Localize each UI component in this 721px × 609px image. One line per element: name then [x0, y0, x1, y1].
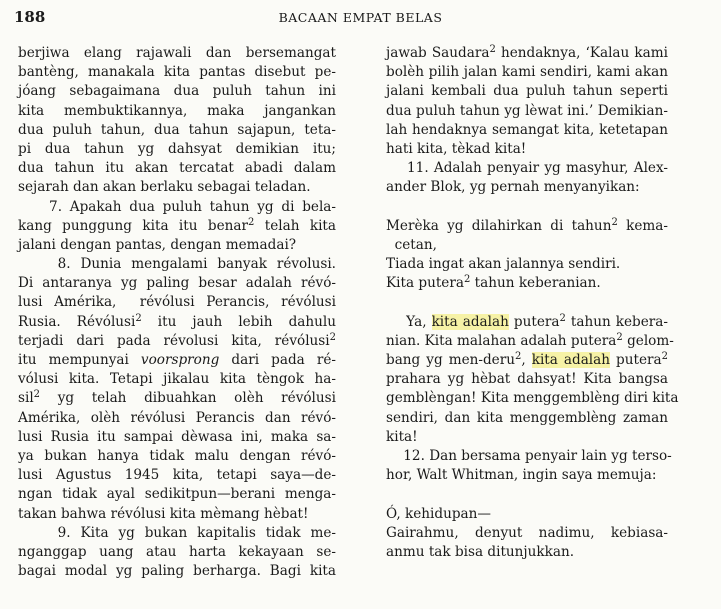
reduplication-mark: 2	[329, 331, 336, 343]
text-segment: jalani dengan pantas, dengan memadai?	[18, 236, 297, 253]
italic-term: voorsprong	[140, 352, 220, 368]
reduplication-mark: 2	[33, 389, 41, 401]
text-segment: hendaknya, ‘Kalau kami	[495, 45, 668, 61]
text-line	[386, 351, 668, 370]
text-segment: jalani kembali dua puluh tahun seperti	[386, 83, 668, 100]
text-segment: itu mempunyai	[18, 352, 141, 368]
text-segment: dua puluh tahun, dua tahun sajapun, teta-	[18, 121, 336, 138]
text-line	[386, 313, 668, 332]
text-segment: sejarah dan akan berlaku sebagai teladan.	[18, 179, 311, 196]
text-line	[18, 274, 336, 293]
text-segment: nian. Kita malahan adalah putera	[386, 332, 617, 349]
text-segment: Tiada ingat akan jalannya sendiri.	[386, 256, 621, 273]
text-line	[18, 485, 336, 504]
text-line	[386, 140, 668, 159]
paragraph-gap	[386, 198, 668, 217]
text-segment: dari pada ré-	[219, 352, 336, 368]
text-line	[18, 409, 336, 428]
text-segment: putera	[610, 352, 662, 368]
highlighted-text: kita adalah	[431, 313, 509, 330]
text-line	[18, 428, 336, 447]
text-line	[386, 447, 672, 466]
text-line	[386, 63, 668, 82]
text-segment: tahun keberanian.	[470, 275, 601, 292]
text-segment: kita membuktikannya, maka jangankan	[18, 102, 336, 119]
text-line	[18, 236, 336, 255]
text-segment: takan bahwa révólusi kita mèmang hèbat!	[18, 505, 309, 522]
paragraph-gap	[386, 485, 668, 504]
text-line	[386, 428, 668, 447]
text-segment: cetan,	[386, 236, 437, 253]
text-line	[18, 293, 336, 312]
reduplication-mark: 2	[489, 44, 496, 55]
text-line	[386, 505, 668, 524]
text-line	[386, 524, 668, 543]
text-line	[18, 370, 336, 389]
text-line	[386, 255, 668, 274]
text-line	[18, 313, 336, 332]
text-segment: sendiri, dan kita menggemblèng zaman	[386, 409, 668, 426]
text-line	[386, 44, 668, 63]
text-segment: 8. Dunia mengalami banyak révolusi.	[18, 256, 336, 273]
text-line	[18, 178, 336, 197]
text-segment: jóang sebagaimana dua puluh tahun ini	[18, 83, 336, 100]
text-segment: dua tahun itu akan tercatat abadi dalam	[18, 160, 336, 177]
text-segment: lusi Amérika, révólusi Perancis, révólusi	[18, 294, 336, 311]
text-line	[18, 63, 336, 82]
text-segment: Rusia. Révólusi	[18, 313, 136, 330]
running-title: BACAAN EMPAT BELAS	[278, 10, 443, 25]
text-segment: ya bukan hanya tidak malu dengan révó-	[18, 447, 336, 464]
text-segment: Kita putera	[386, 275, 464, 292]
text-line	[18, 351, 336, 370]
text-segment: yg telah dibuahkan olèh révólusi	[40, 390, 336, 407]
reduplication-mark: 2	[463, 274, 471, 286]
text-segment: anmu tak bisa ditunjukkan.	[386, 543, 575, 560]
text-line	[18, 217, 336, 236]
text-segment: ,	[521, 352, 532, 368]
text-segment: kema-	[617, 217, 668, 234]
text-segment: Ó, kehidupan—	[386, 505, 491, 522]
text-segment: Ya,	[386, 313, 432, 330]
text-segment: berjiwa elang rajawali dan bersemangat	[18, 45, 336, 61]
text-segment: lah hendaknya semangat kita, ketetapan	[386, 121, 668, 138]
text-segment: 12. Dan bersama penyair lain yg terso-	[386, 447, 672, 464]
text-segment: 9. Kita yg bukan kapitalis tidak me-	[18, 524, 336, 541]
text-segment: pi dua tahun yg dahsyat demikian itu;	[18, 140, 336, 157]
text-segment: lusi Agustus 1945 kita, tetapi saya—de-	[18, 467, 336, 484]
text-segment: gemblèngan! Kita menggemblèng diri kita	[386, 390, 679, 407]
reduplication-mark: 2	[247, 216, 255, 228]
text-line	[386, 543, 668, 562]
text-line	[18, 159, 336, 178]
text-segment: prahara yg hèbat dahsyat! Kita bangsa	[386, 371, 668, 388]
text-line	[18, 562, 336, 581]
text-segment: kita!	[386, 428, 418, 445]
text-line	[18, 82, 336, 101]
text-line	[18, 121, 336, 140]
text-segment: tahun kebera-	[565, 313, 668, 330]
text-segment: nganggap uang atau harta kekayaan se-	[18, 543, 336, 560]
highlighted-text: kita adalah	[531, 352, 611, 368]
text-line	[386, 217, 668, 236]
left-text-column	[18, 44, 336, 581]
text-segment: Gairahmu, denyut nadimu, kebiasa-	[386, 524, 668, 541]
text-segment: sil	[18, 390, 34, 407]
text-line	[386, 466, 668, 485]
text-line	[386, 274, 668, 293]
text-line	[386, 102, 668, 121]
text-line	[18, 44, 336, 63]
reduplication-mark: 2	[611, 216, 618, 228]
text-line	[18, 524, 336, 543]
text-segment: kang punggung kita itu benar	[18, 217, 248, 234]
text-segment: hati kita, tèkad kita!	[386, 140, 527, 157]
text-segment: hor, Walt Whitman, ingin saya memuja:	[386, 467, 657, 484]
text-segment: Di antaranya yg paling besar adalah révó-	[18, 275, 336, 292]
text-segment: vólusi kita. Tetapi jikalau kita tèngok ha-	[18, 371, 336, 388]
text-line	[18, 198, 336, 217]
text-line	[386, 409, 668, 428]
text-line	[386, 331, 674, 351]
text-line	[18, 255, 336, 274]
text-line	[18, 543, 336, 562]
text-line	[18, 447, 336, 466]
reduplication-mark: 2	[559, 312, 566, 324]
text-line	[386, 121, 668, 140]
text-line	[18, 332, 336, 351]
right-text-column	[386, 44, 679, 562]
text-segment: 11. Adalah penyair yg masyhur, Alex-	[386, 160, 668, 177]
text-line	[18, 102, 336, 121]
text-line	[386, 236, 668, 255]
text-line	[18, 140, 336, 159]
page-number: 188	[14, 8, 46, 26]
text-segment: lusi Rusia itu sampai dèwasa ini, maka sa-	[18, 428, 336, 445]
text-segment: bolèh pilih jalan kami sendiri, kami akan	[386, 64, 668, 81]
text-line	[386, 82, 668, 101]
paragraph-gap	[386, 293, 668, 312]
text-segment: gelom-	[622, 332, 674, 349]
text-segment: dua puluh tahun yg lèwat ini.’ Demikian-	[386, 102, 668, 119]
text-segment: ngan tidak ayal sedikitpun—berani menga-	[18, 486, 336, 503]
text-line	[386, 178, 668, 197]
text-segment: terjadi dari pada révolusi kita, révólusi	[18, 332, 330, 349]
text-segment: itu jauh lebih dahulu	[141, 313, 336, 330]
reduplication-mark: 2	[514, 351, 522, 362]
text-line	[18, 389, 336, 408]
text-segment: ander Blok, yg pernah menyanyikan:	[386, 179, 640, 196]
text-segment: Amérika, olèh révólusi Perancis dan révó-	[18, 409, 336, 426]
text-segment: putera	[508, 313, 560, 330]
text-line	[386, 159, 668, 178]
reduplication-mark: 2	[135, 312, 142, 324]
text-segment: bang yg men-deru	[386, 352, 515, 368]
text-line	[18, 505, 336, 524]
reduplication-mark: 2	[661, 351, 669, 362]
text-segment: jawab Saudara	[386, 45, 490, 61]
text-segment: telah kita	[254, 217, 336, 234]
text-line	[18, 466, 336, 485]
text-line	[386, 389, 679, 408]
text-segment: bagai modal yg paling berharga. Bagi kita	[18, 563, 336, 580]
text-segment: bantèng, manakala kita pantas disebut pe-	[18, 64, 336, 81]
reduplication-mark: 2	[616, 331, 623, 343]
text-segment: Merèka yg dilahirkan di tahun	[386, 217, 612, 234]
text-line	[386, 370, 668, 389]
text-segment: 7. Apakah dua puluh tahun yg di bela-	[18, 198, 336, 215]
